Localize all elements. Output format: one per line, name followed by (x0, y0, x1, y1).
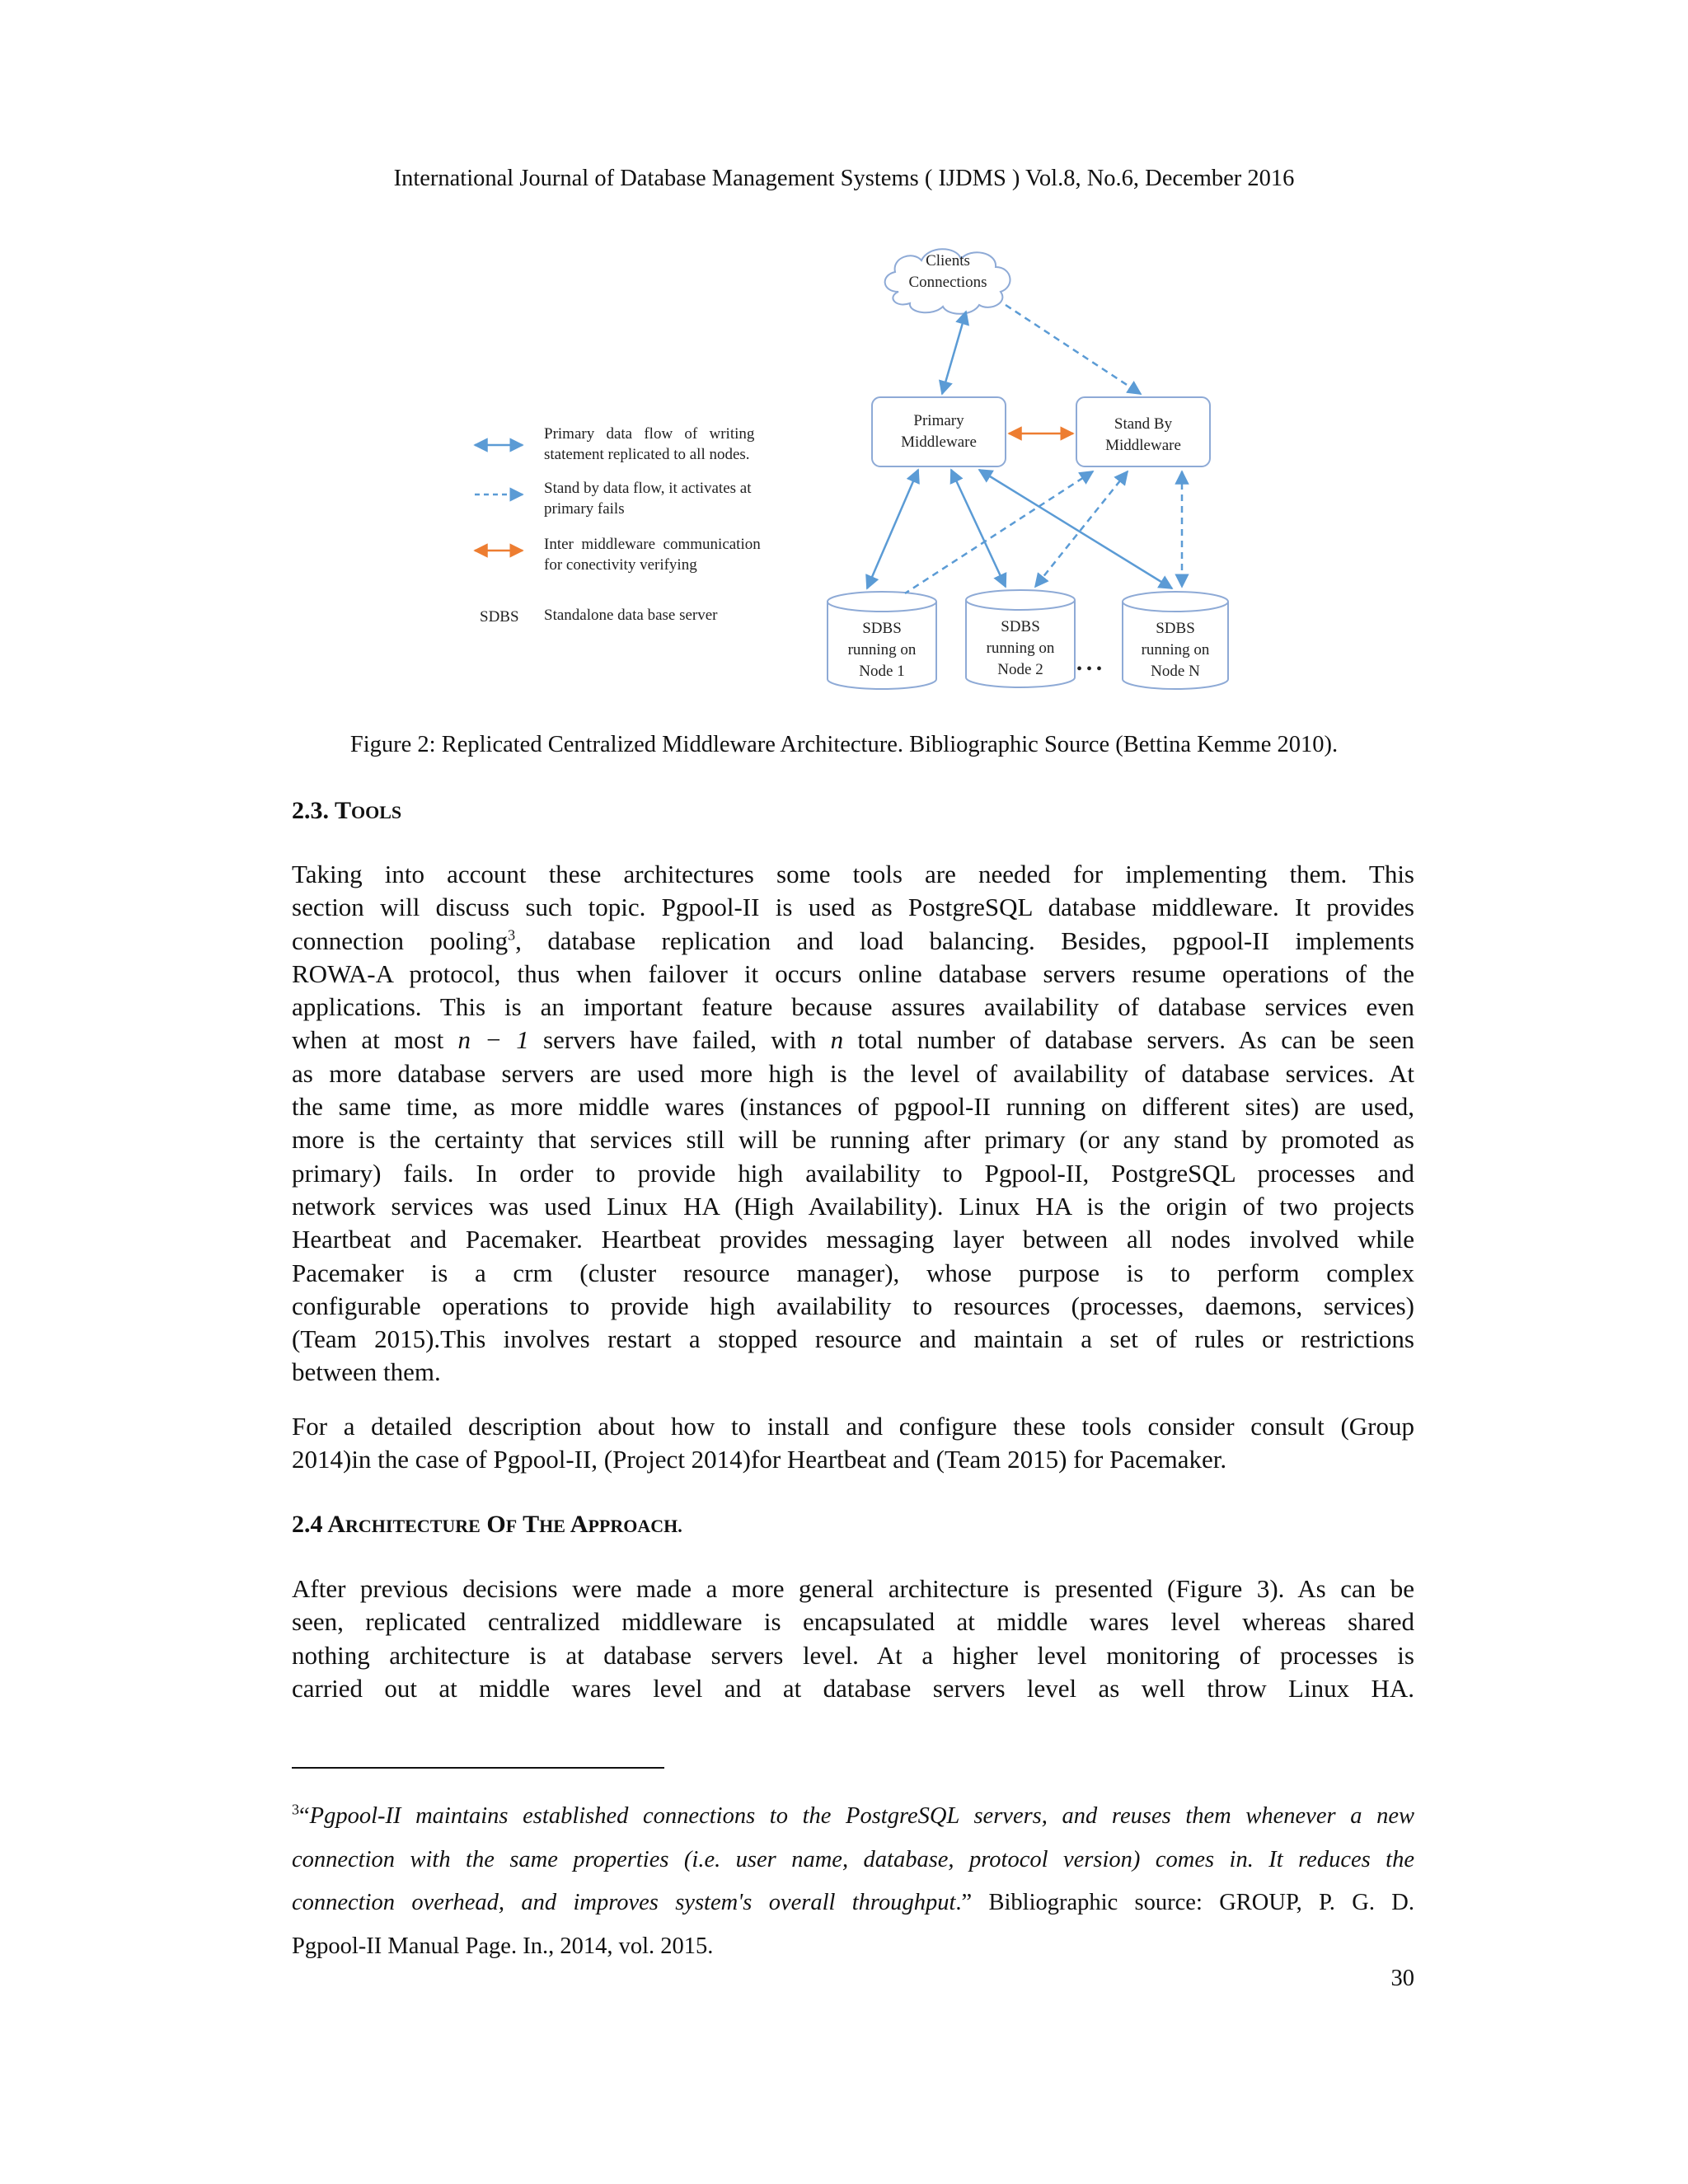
section-heading-architecture: 2.4 ARCHITECTURE OF THE APPROACH. (292, 1511, 682, 1538)
sdbs-node-n (1123, 592, 1228, 689)
page-number: 30 (1390, 1966, 1414, 1991)
cloud-label-line1: Clients (926, 252, 970, 269)
svg-text:Primary: Primary (913, 412, 964, 429)
svg-text:Node 2: Node 2 (997, 661, 1043, 678)
svg-text:running on: running on (1141, 641, 1210, 658)
paragraph-tools: Taking into account these architectures some tools are needed for implementing them. This section will discuss such topic. Pgpool-II is used as PostgreSQL database middleware. It provides connection pooling$^3$, database replication and load balancing. Besides, pgpool-II implements ROWA-A protocol, thus when failover it occurs online database servers resume operations of the applications. This is an important feature because assures availability of database services even when at most n − 1 servers have failed, with n total number of database servers. As can be seen as more database servers are used more high is the level of availability of database services. At the same time, as more middle wares (instances of pgpool-II running on different sites) are used, more is the certainty that services still will be running after primary (or any stand by promoted as primary) fails. In order to provide high availability to Pgpool-II, PostgreSQL processes and network services was used Linux HA (High Availability). Linux HA is the origin of two projects Heartbeat and Pacemaker. Heartbeat provides messaging layer between all nodes involved while Pacemaker is a crm (cluster resource manager), whose purpose is to perform complex configurable operations to provide high availability to resources (processes, daemons, services) (Team 2015).This involves restart a stopped resource and maintain a set of rules or restrictions between them. (292, 860, 1414, 1387)
svg-text:Middleware: Middleware (901, 434, 977, 451)
svg-text:Node 1: Node 1 (859, 663, 905, 680)
legend-standby-line1: Stand by data flow, it activates at (544, 480, 752, 497)
section-heading-tools: 2.3. TOOLS (292, 797, 402, 824)
svg-text:SDBS: SDBS (1156, 620, 1195, 637)
legend-sdbs-key: SDBS (480, 608, 519, 626)
footnote: $^3$“Pgpool-II maintains established connections to the PostgreSQL servers, and reuses them whenever a new connection with the same properties (i.e. user name, database, protocol version) comes in. It reduces the connection overhead, and improves system's overall throughput.” Bibliographic source: GROUP, P. G. D. Pgpool-II Manual Page. In., 2014, vol. 2015. (292, 1801, 1414, 1959)
sdbs-node-1 (828, 592, 936, 689)
diagram-legend (475, 425, 761, 626)
svg-text:running on: running on (986, 640, 1055, 657)
legend-primary-line1: Primary data flow of writing (544, 425, 755, 443)
figure-architecture-diagram (462, 234, 1253, 696)
sdbs-node-2 (966, 590, 1075, 687)
legend-inter-line1: Inter middleware communication (544, 536, 761, 553)
standby-middleware-box (1076, 397, 1210, 466)
footnote-mark: 3 (292, 1801, 299, 1818)
paragraph-install-reference: For a detailed description about how to install and configure these tools consider consult (Group 2014)in the case of Pgpool-II, (Project 2014)for Heartbeat and (Team 2015) for Pacemaker. (292, 1412, 1414, 1474)
clients-cloud (885, 249, 1010, 314)
svg-text:running on: running on (847, 641, 917, 658)
legend-primary-line2: statement replicated to all nodes. (544, 446, 750, 463)
primary-middleware-box (872, 397, 1006, 466)
legend-standby-line2: primary fails (544, 500, 625, 518)
footnote-ref[interactable]: 3 (508, 926, 516, 944)
running-header: International Journal of Database Management Systems ( IJDMS ) Vol.8, No.6, December 2016 (393, 166, 1295, 191)
svg-text:Middleware: Middleware (1105, 437, 1181, 454)
svg-text:Node N: Node N (1151, 663, 1200, 680)
footnote-rule (292, 1767, 664, 1769)
cloud-label-line2: Connections (908, 274, 987, 291)
figure-caption: Figure 2: Replicated Centralized Middleware Architecture. Bibliographic Source (Bettina Kemme 2010). (349, 732, 1339, 757)
paragraph-architecture: After previous decisions were made a more general architecture is presented (Figure 3). As can be seen, replicated centralized middleware is encapsulated at middle wares level whereas shared nothing architecture is at database servers level. At a higher level monitoring of processes is carried out at middle wares level and at database servers level as well throw Linux HA. (292, 1574, 1414, 1703)
legend-inter-line2: for conectivity verifying (544, 556, 697, 574)
legend-sdbs-text: Standalone data base server (544, 607, 718, 624)
svg-text:SDBS: SDBS (862, 620, 902, 637)
node-ellipsis: • • • (1076, 660, 1103, 678)
svg-text:SDBS: SDBS (1001, 618, 1040, 635)
svg-text:Stand By: Stand By (1114, 415, 1173, 433)
